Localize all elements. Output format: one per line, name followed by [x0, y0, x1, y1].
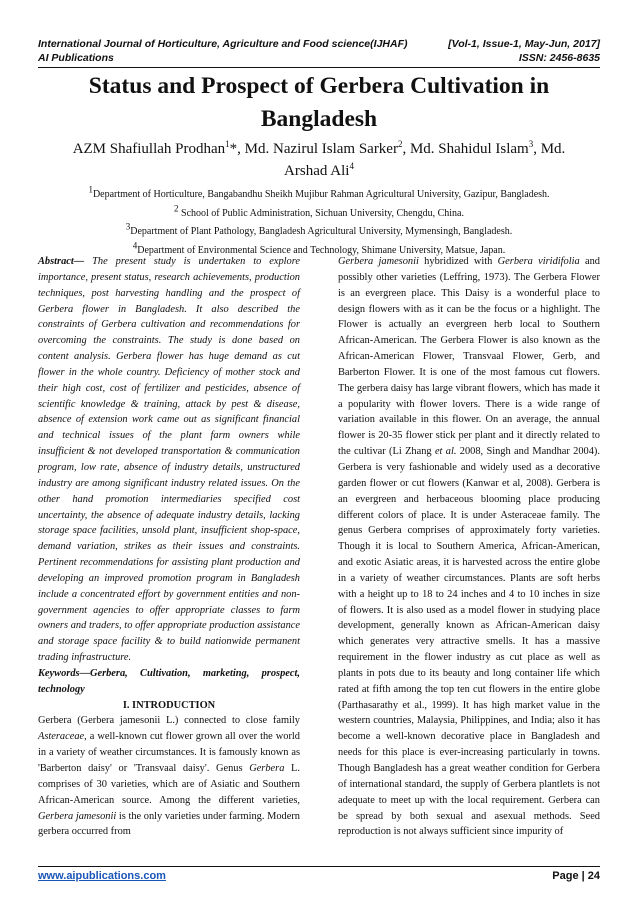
body-paragraph: Gerbera jamesonii hybridized with Gerbera viridifolia and possibly other varieties (Leffring, 1973). The Gerbera Flower is an evergreen place. This Daisy is a wonderful place to design flowers with as it can be the focus or a highlight. The Flower is actually an evergreen herb local to Southern African-American. The Gerbera Flower is also known as the African-American Flower, Transvaal Flower, Gerb, and Barberton Flower. It is one of the most famous cut flowers. The gerbera daisy has large vibrant flowers, which has made it a popularity with flower lovers. There is a wide range of variation available in this flower. On an average, the annual flower is 20-35 flower stick per plant and it directly related to the cultivar (Li Zhang et al. 2008, Singh and Mandhar 2004). Gerbera is very fashionable and widely used as a decorative garden flower or cut flowers (Kanwar et al, 2008). Gerbera is an evergreen and herbaceous blooming place producing different colors of place. It is under Asteraceae family. The genus Gerbera comprises of approximately forty varieties. Though it is local to Southern America, African-American, and exotic Asiatic areas, it is harvested across the entire globe in a variety of weather circumstances. Plants are soft herbs with a height up to 18 to 24 inches and 4 to 10 inches in size of flowers. It is also used as a model flower in studying place development, generally known as African-American daisy which generates very attractive smells. It has a massive requirement in the flower industry as cut place as well as plants in pots due to its beauty and long container life which rated at fifth among the top ten cut flowers in the entire globe (Parthasarathy et al., 1999). It has high market value in the western countries, Malaysia, Philippines, and India; also it has become a well-known decorative place in Bangladesh and needs for this place is ever-increasing particularly in towns. Though Bangladesh has a great weather condition for Gerbera of international standard, the supply of Gerbera plantlets is not adequate to meet up with the local requirement. Gerbera can be spread by both sexual and asexual methods. Seed reproduction is not always sufficient since impurity of — [338, 256, 601, 838]
issn: ISSN: 2456-8635 — [518, 52, 600, 64]
left-column — [38, 254, 300, 840]
page-number: Page | 24 — [552, 870, 600, 882]
journal-name: International Journal of Horticulture, Agriculture and Food science(IJHAF) — [38, 38, 408, 50]
paper-title: Status and Prospect of Gerbera Cultivation in Bangladesh — [88, 73, 550, 132]
page-footer — [38, 870, 600, 884]
intro-paragraph: Gerbera (Gerbera jamesonii L.) connected to close family Asteraceae, a well-known cut flower grown all over the world in a variety of weather circumstances. It is famously known as 'Barberton daisy' or 'Transvaal daisy'. Genus Gerbera L. comprises of 30 varieties, which are of Asiatic and Southern African-American source. Among the different varieties, Gerbera jamesonii is the only varieties under farming. Modern gerbera occurred from — [38, 715, 300, 838]
affiliation: $^1$Department of Horticulture, Bangabandhu Sheikh Mujibur Rahman Agricultural University, Gazipur, Bangladesh. — [88, 184, 550, 200]
right-column — [338, 254, 600, 840]
affiliation: $^4$Department of Environmental Science and Technology, Shimane University, Matsue, Japan. — [132, 240, 506, 256]
author: AZM Shafiullah Prodhan$^1$*, — [72, 139, 245, 157]
author: Md. Arshad Ali$^4$ — [284, 141, 566, 179]
running-header-line2 — [38, 51, 600, 65]
author: Md. Nazirul Islam Sarker$^2$, — [244, 139, 410, 157]
affiliations — [38, 186, 600, 260]
running-header-line1 — [38, 37, 600, 51]
keywords: Keywords—Gerbera, Cultivation, marketing, prospect, technology — [38, 667, 300, 695]
author: Md. Shahidul Islam$^3$, — [409, 139, 541, 157]
publisher-link[interactable]: www.aipublications.com — [38, 870, 166, 882]
author-list — [60, 138, 578, 182]
abstract: Abstract— The present study is undertaken to explore importance, present status, research achievements, production techniques, post harvesting handling and the prospect of Gerbera flower in Bangladesh. It also described the constraints of Gerbera cultivation and recommendations for overcoming the constraints. The study is done based on content analysis. Gerbera flower has huge demand as cut flower in the whole country. Deficiency of mother stock and their high cost, cost of fertilizer and pesticides, absence of scientific knowledge & training, attack by pest & disease, absence of extension work came out as significant financial and technical issues of the plant farm owners while insufficient & not developed transportation & communication program, low rate, absence of industry details, unstructured industry are among significant industry related issues. On the other hand promotion intermediaries specified cost uncertainty, the absence of adequate industry details, lacking storage space facilities, unsold plant, insufficient shop-space, demand variation, strikes as their issues and constraints. Pertinent recommendations for assisting plant production and developing an improved promotion program in Bangladesh include a concentrated effort by government entities and non-government agencies to offer appropriate classes to farm owners and traders, to offer appropriate production assistance and storage space facility & to build nationwide permanent trading infrastructure. — [38, 256, 300, 664]
volume-issue: [Vol-1, Issue-1, May-Jun, 2017] — [448, 38, 600, 50]
affiliation: $^2$ School of Public Administration, Sichuan University, Chengdu, China. — [174, 203, 464, 219]
section-heading-introduction: I. INTRODUCTION — [122, 699, 216, 711]
publisher: AI Publications — [38, 52, 114, 64]
footer-rule — [38, 866, 600, 867]
affiliation: $^3$Department of Plant Pathology, Bangladesh Agricultural University, Mymensingh, Bangladesh. — [125, 221, 513, 237]
header-rule — [38, 67, 600, 68]
